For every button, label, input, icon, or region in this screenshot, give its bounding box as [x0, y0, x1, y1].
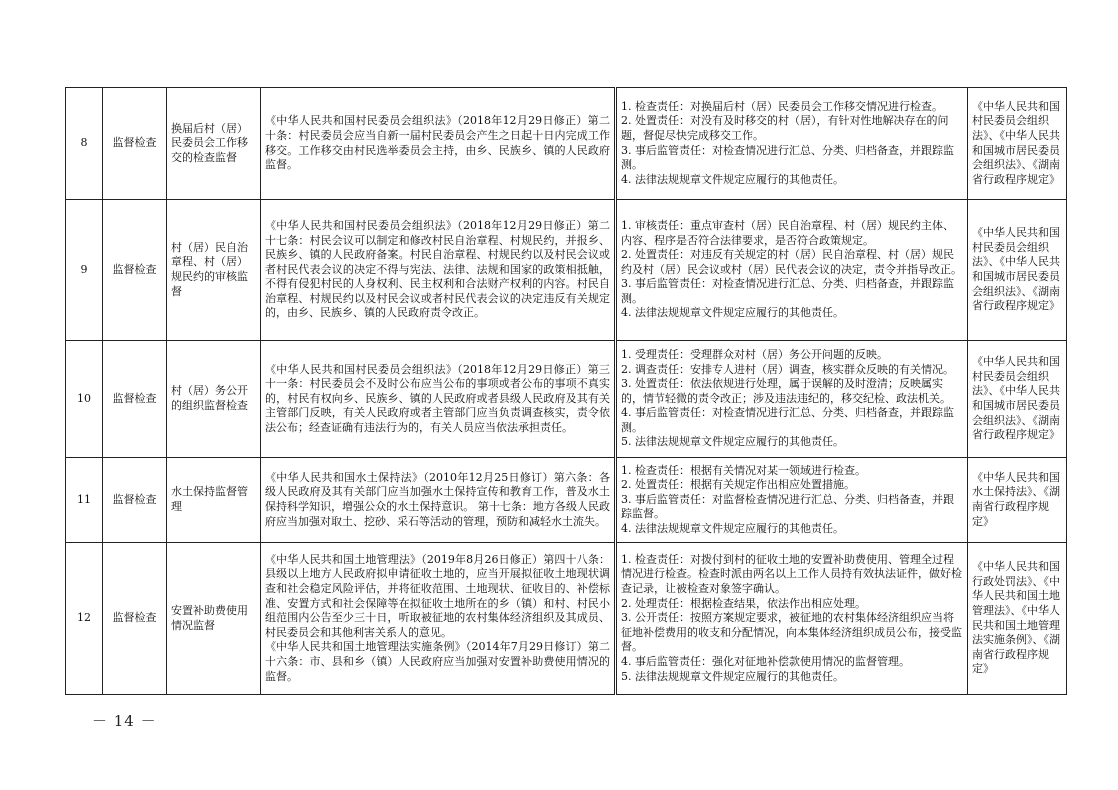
row-basis: [261, 543, 616, 695]
page-number: － 14 －: [92, 712, 157, 730]
responsibility-line: 1. 检查责任：根据有关情况对某一领域进行检查。: [621, 463, 866, 477]
row-responsibilities: [616, 341, 968, 458]
responsibility-line: 2. 处置责任：根据有关规定作出相应处置措施。: [621, 478, 855, 492]
row-type: 监督检查: [103, 200, 167, 341]
row-number: 8: [66, 88, 103, 200]
row-laws: 《中华人民共和国村民委员会组织法》、《中华人民共和国城市居民委员会组织法》、《湖南省行政程序规定》: [968, 88, 1067, 200]
responsibility-line: 3. 处置责任：依法依规进行处理，属于误解的及时澄清；反映属实的，情节轻微的责令改正；涉及违法违纪的，移交纪检、政法机关。: [621, 377, 951, 405]
responsibility-line: 4. 法律法规规章文件规定应履行的其他责任。: [621, 306, 844, 320]
responsibility-line: 2. 处置责任：对违反有关规定的村（居）民自治章程、村（居）规民约及村（居）民会议或村（居）民代表会议的决定，责令并指导改正。: [621, 248, 962, 276]
responsibility-line: 2. 处理责任：根据检查结果，依法作出相应处理。: [621, 596, 866, 610]
basis-paragraph: 《中华人民共和国土地管理法实施条例》（2014年7月29日修订）第二十六条：市、县和乡（镇）人民政府应当加强对安置补助费使用情况的监督。: [265, 640, 610, 683]
row-responsibilities: [616, 88, 968, 200]
row-number: 9: [66, 200, 103, 341]
row-number: 10: [66, 341, 103, 458]
row-type: 监督检查: [103, 458, 167, 543]
row-basis: [261, 341, 616, 458]
row-basis: [261, 458, 616, 543]
responsibility-line: 3. 事后监管责任：对检查情况进行汇总、分类、归档备查，并跟踪监测。: [621, 143, 954, 172]
responsibility-line: 1. 检查责任：对换届后村（居）民委员会工作移交情况进行检查。: [621, 99, 943, 113]
basis-paragraph: 《中华人民共和国村民委员会组织法》（2018年12月29日修正）第二十七条：村民会议可以制定和修改村民自治章程、村规民约，并报乡、民族乡、镇的人民政府备案。村民自治章程、村规民约以及村民会议或者村民代表会议的决定不得与宪法、法律、法规和国家的政策相抵触，不得有侵犯村民的人身权利、民主权利和合法财产权利的内容。村民自治章程、村规民约以及村民会议或者村民代表会议的决定违反有关规定的，由乡、民族乡、镇的人民政府责令改正。: [265, 218, 610, 320]
basis-paragraph: 《中华人民共和国村民委员会组织法》（2018年12月29日修正）第二十条：村民委员会应当自新一届村民委员会产生之日起十日内完成工作移交。工作移交由村民选举委员会主持，由乡、民族乡、镇的人民政府监督。: [265, 114, 610, 172]
table-row: [66, 543, 1067, 695]
responsibility-line: 4. 法律法规规章文件规定应履行的其他责任。: [621, 172, 844, 186]
table-row: [66, 458, 1067, 543]
row-number: 12: [66, 543, 103, 695]
row-item: 安置补助费使用情况监督: [167, 543, 261, 695]
responsibility-line: 4. 事后监管责任：强化对征地补偿款使用情况的监督管理。: [621, 654, 910, 668]
row-responsibilities: [616, 200, 968, 341]
row-responsibilities: [616, 458, 968, 543]
row-responsibilities: [616, 543, 968, 695]
row-type: 监督检查: [103, 341, 167, 458]
responsibility-line: 5. 法律法规规章文件规定应履行的其他责任。: [621, 435, 844, 449]
row-item: 水土保持监督管理: [167, 458, 261, 543]
row-item: 换届后村（居）民委员会工作移交的检查监督: [167, 88, 261, 200]
table-row: [66, 88, 1067, 200]
responsibility-line: 1. 受理责任：受理群众对村（居）务公开问题的反映。: [621, 347, 888, 361]
responsibility-line: 5. 法律法规规章文件规定应履行的其他责任。: [621, 669, 844, 683]
responsibility-line: 2. 处置责任：对没有及时移交的村（居），有针对性地解决存在的问题，督促尽快完成移交工作。: [621, 114, 949, 142]
basis-paragraph: 《中华人民共和国土地管理法》（2019年8月26日修正）第四十八条：县级以上地方人民政府拟申请征收土地的，应当开展拟征收土地现状调查和社会稳定风险评估，并将征收范围、土地现状、征收目的、补偿标准、安置方式和社会保障等在拟征收土地所在的乡（镇）和村、村民小组范围内公告至少三十日，听取被征地的农村集体经济组织及其成员、村民委员会和其他利害关系人的意见。: [265, 552, 610, 639]
table-row: [66, 341, 1067, 458]
row-basis: [261, 200, 616, 341]
row-laws: 《中华人民共和国村民委员会组织法》、《中华人民共和国城市居民委员会组织法》、《湖南省行政程序规定》: [968, 341, 1067, 458]
responsibility-line: 2. 调查责任：安排专人进村（居）调查，核实群众反映的有关情况。: [621, 362, 954, 376]
responsibility-line: 3. 事后监管责任：对监督检查情况进行汇总、分类、归档备查，并跟踪监督。: [621, 492, 954, 521]
responsibility-line: 3. 事后监管责任：对检查情况进行汇总、分类、归档备查，并跟踪监测。: [621, 277, 954, 305]
table-body: [66, 88, 1067, 695]
responsibility-line: 3. 公开责任：按照方案规定要求，被征地的农村集体经济组织应当将征地补偿费用的收支和分配情况，向本集体经济组织成员公布，接受监督。: [621, 611, 962, 654]
basis-paragraph: 《中华人民共和国村民委员会组织法》（2018年12月29日修正）第三十一条：村民委员会不及时公布应当公布的事项或者公布的事项不真实的，村民有权向乡、民族乡、镇的人民政府或者县级人民政府及其有关主管部门反映，有关人民政府或者主管部门应当负责调查核实，责令依法公布；经查证确有违法行为的，有关人员应当依法承担责任。: [265, 362, 610, 434]
row-laws: 《中华人民共和国水土保持法》、《湖南省行政程序规定》: [968, 458, 1067, 543]
row-type: 监督检查: [103, 543, 167, 695]
basis-paragraph: 《中华人民共和国水土保持法》（2010年12月25日修订）第六条：各级人民政府及其有关部门应当加强水土保持宣传和教育工作，普及水土保持科学知识，增强公众的水土保持意识。 第十七条：地方各级人民政府应当加强对取土、挖砂、采石等活动的管理，预防和减轻水土流失。: [265, 470, 610, 528]
responsibility-line: 1. 审核责任：重点审查村（居）民自治章程、村（居）规民约主体、内容、程序是否符合法律要求，是否符合政策规定。: [621, 218, 954, 247]
row-item: 村（居）务公开的组织监督检查: [167, 341, 261, 458]
table-row: [66, 200, 1067, 341]
row-number: 11: [66, 458, 103, 543]
row-item: 村（居）民自治章程、村（居）规民约的审核监督: [167, 200, 261, 341]
row-basis: [261, 88, 616, 200]
row-laws: 《中华人民共和国村民委员会组织法》、《中华人民共和国城市居民委员会组织法》、《湖南省行政程序规定》: [968, 200, 1067, 341]
responsibility-line: 1. 检查责任：对拨付到村的征收土地的安置补助费使用、管理全过程情况进行检查。检查时派由两名以上工作人员持有效执法证件，做好检查记录，让被检查对象签字确认。: [621, 552, 962, 596]
responsibility-line: 4. 事后监管责任：对检查情况进行汇总、分类、归档备查，并跟踪监测。: [621, 406, 954, 434]
responsibility-table: [65, 87, 1067, 695]
row-type: 监督检查: [103, 88, 167, 200]
responsibility-line: 4. 法律法规规章文件规定应履行的其他责任。: [621, 521, 844, 535]
row-laws: 《中华人民共和国行政处罚法》、《中华人民共和国土地管理法》、《中华人民共和国土地管理法实施条例》、《湖南省行政程序规定》: [968, 543, 1067, 695]
